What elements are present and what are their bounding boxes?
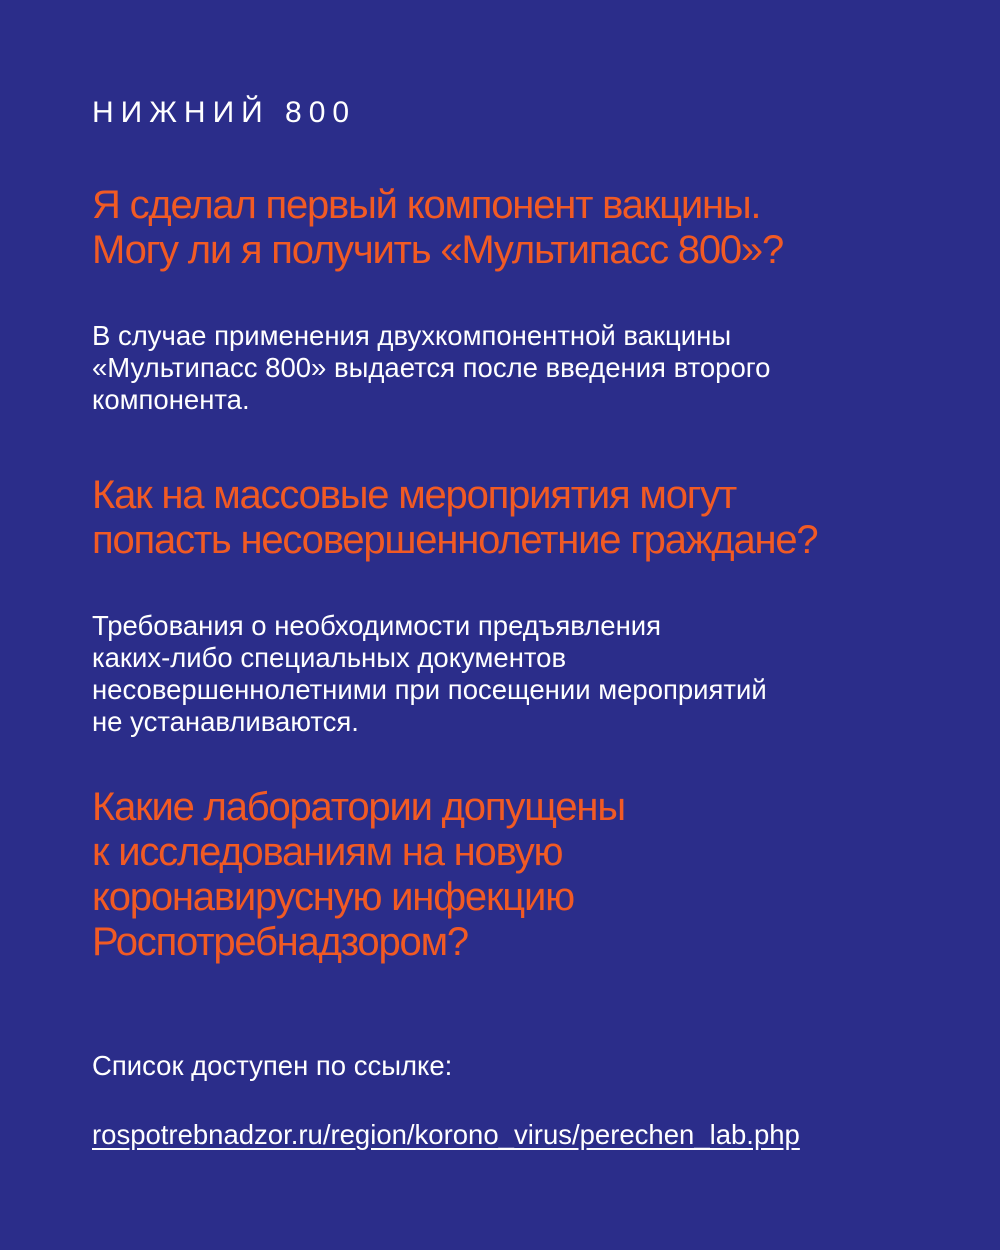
faq-question-1 — [92, 183, 972, 273]
question-line: Какие лаборатории допущены — [92, 785, 625, 829]
logo-wordmark: НИЖНИЙ 800 — [92, 96, 357, 129]
faq-question-3 — [92, 785, 972, 965]
answer-line: «Мультипасс 800» выдается после введения второго — [92, 352, 771, 383]
answer-line: каких-либо специальных документов — [92, 642, 567, 673]
question-line: к исследованиям на новую — [92, 830, 563, 874]
answer-line: несовершеннолетними при посещении мероприятий — [92, 674, 767, 705]
question-line: Роспотребнадзором? — [92, 920, 468, 964]
lab-list-link[interactable]: rospotrebnadzor.ru/region/korono_virus/perechen_lab.php — [92, 1119, 800, 1150]
question-line: коронавирусную инфекцию — [92, 875, 574, 919]
faq-answer-2 — [92, 610, 972, 738]
answer-line: В случае применения двухкомпонентной вакцины — [92, 320, 732, 351]
brand-logo — [92, 96, 356, 130]
question-line: Как на массовые мероприятия могут — [92, 473, 737, 517]
question-line: Могу ли я получить «Мультипасс 800»? — [92, 228, 784, 272]
answer-line: Список доступен по ссылке: — [92, 1050, 453, 1081]
question-line: Я сделал первый компонент вакцины. — [92, 183, 761, 227]
answer-line: компонента. — [92, 384, 250, 415]
answer-line: Требования о необходимости предъявления — [92, 610, 662, 641]
faq-answer-1 — [92, 320, 972, 416]
faq-answer-3 — [92, 1050, 972, 1082]
faq-question-2 — [92, 473, 972, 563]
question-line: попасть несовершеннолетние граждане? — [92, 518, 818, 562]
answer-line: не устанавливаются. — [92, 706, 359, 737]
